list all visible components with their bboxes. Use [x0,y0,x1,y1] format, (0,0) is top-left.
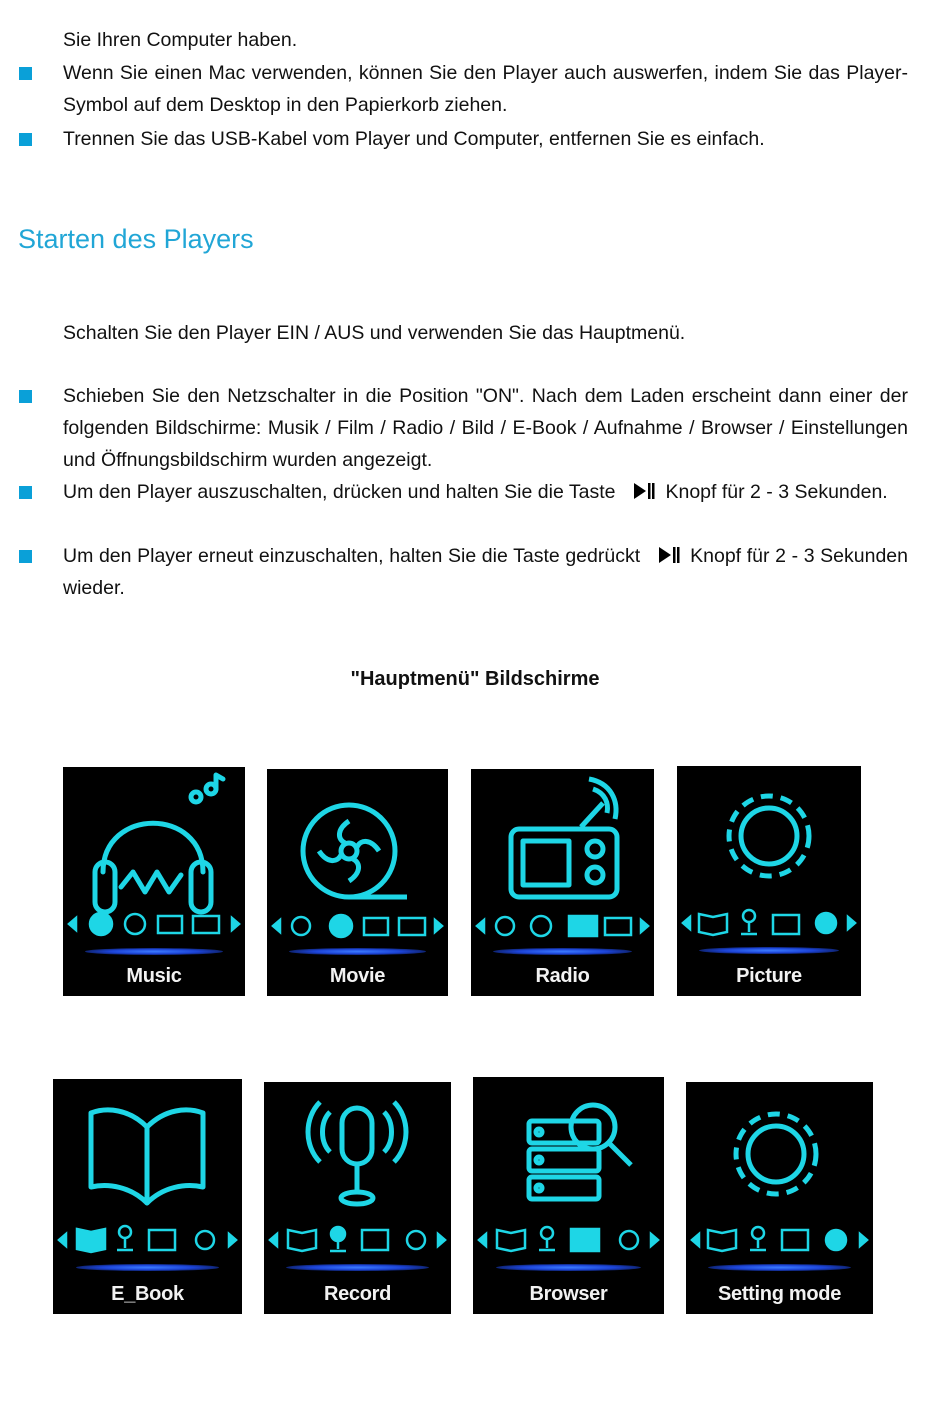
intro-bullet-usb: Trennen Sie das USB-Kabel vom Player und Computer, entfernen Sie es einfach. [63,128,765,150]
screen-record [264,1082,451,1314]
bullet-square [19,486,32,499]
bullet-power-reon-text-end: Knopf für 2 - 3 Sekunden wieder. [63,545,908,599]
screen-radio [471,769,654,996]
intro-line-continued: Sie Ihren Computer haben. [63,29,298,51]
bullet-power-off [63,476,908,508]
headphones-icon [63,767,245,996]
selection-glow [493,948,632,955]
section-lead: Schalten Sie den Player EIN / AUS und verwenden Sie das Hauptmenü. [63,322,686,344]
screen-movie [267,769,448,996]
screen-label: Movie [329,965,386,987]
screen-label: Browser [529,1283,608,1305]
bullet-power-off-text: Um den Player auszuschalten, drücken und halten Sie die Taste [63,481,616,503]
screen-label: Radio [535,965,590,987]
radio-icon [471,769,654,996]
screen-label: Music [126,965,182,987]
screens-caption: "Hauptmenü" Bildschirme [350,668,600,690]
intro-bullet-mac: Wenn Sie einen Mac verwenden, können Sie den Player auch auswerfen, indem Sie das Player-Symbol auf dem Desktop in den Papierkorb ziehen. [63,62,908,116]
bullet-square [19,133,32,146]
screen-setting-mode [686,1082,873,1314]
bullet-square [19,67,32,80]
bullet-power-on: Schieben Sie den Netzschalter in die Position "ON". Nach dem Laden erscheint dann einer der folgenden Bildschirme: Musik / Film / Radio / Bild / E-Book / Aufnahme / Browser / Einstellungen und Öffnungsbildschirm wurden angezeigt. [63,385,908,471]
screen-label: Record [323,1283,392,1305]
browser-icon [473,1077,664,1314]
bullet-power-reon-text: Um den Player erneut einzuschalten, halten Sie die Taste gedrückt [63,545,641,567]
selection-glow [286,1264,428,1271]
bullet-square [19,550,32,563]
gear-icon [677,766,861,996]
selection-glow [289,948,427,955]
play-pause-icon [658,546,680,564]
screen-picture [677,766,861,996]
selection-glow [496,1264,641,1271]
screen-label: E_Book [111,1283,184,1305]
microphone-icon [264,1082,451,1314]
selection-glow [76,1264,220,1271]
section-heading: Starten des Players [18,224,254,254]
bullet-square [19,390,32,403]
screen-label: Picture [736,965,802,987]
screen-label: Setting mode [717,1283,842,1305]
selection-glow [699,947,839,954]
bullet-power-reon [63,540,908,604]
bullet-power-off-text-end: Knopf für 2 - 3 Sekunden. [665,481,888,503]
play-pause-icon [633,482,655,500]
film-reel-icon [267,769,448,996]
selection-glow [85,948,223,955]
screen-music [63,767,245,996]
selection-glow [708,1264,850,1271]
screen-ebook [53,1079,242,1314]
book-icon [53,1079,242,1314]
screen-browser [473,1077,664,1314]
gear-icon [686,1082,873,1314]
